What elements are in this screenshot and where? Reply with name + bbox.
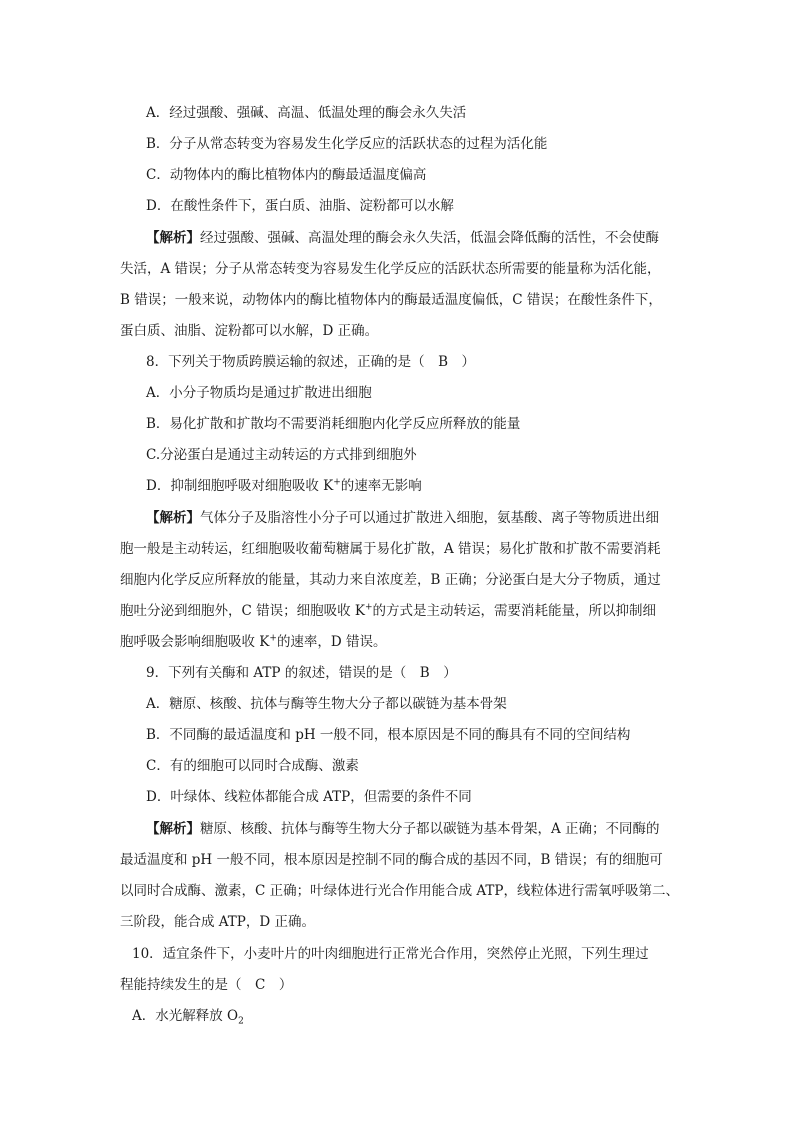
q8-analysis-line-3: 细胞内化学反应所释放的能量，其动力来自浓度差，B 正确；分泌蛋白是大分子物质，通过 <box>120 572 661 588</box>
q10-stem-line-2: 程能持续发生的是（ C ） <box>120 977 293 993</box>
q8-analysis-line-2: 胞一般是主动转运，红细胞吸收葡萄糖属于易化扩散，A 错误；易化扩散和扩散不需要消耗 <box>120 541 661 557</box>
q7-option-a: A．经过强酸、强碱、高温、低温处理的酶会永久失活 <box>146 105 467 121</box>
q9-analysis-line-1: 【解析】糖原、核酸、抗体与酶等生物大分子都以碳链为基本骨架，A 正确；不同酶的 <box>146 821 660 837</box>
q8-analysis-line-1: 【解析】气体分子及脂溶性小分子可以通过扩散进入细胞，氨基酸、离子等物质进出细 <box>146 510 659 526</box>
q9-option-a: A．糖原、核酸、抗体与酶等生物大分子都以碳链为基本骨架 <box>146 696 507 712</box>
analysis-label: 【解析】 <box>146 821 200 837</box>
q7-option-d: D．在酸性条件下，蛋白质、油脂、淀粉都可以水解 <box>146 198 454 214</box>
q8-option-b: B．易化扩散和扩散均不需要消耗细胞内化学反应所释放的能量 <box>146 416 521 432</box>
q9-analysis-line-2: 最适温度和 pH 一般不同，根本原因是控制不同的酶合成的基因不同，B 错误；有的细胞可 <box>120 852 663 868</box>
analysis-label: 【解析】 <box>146 230 200 246</box>
q10-stem-line-1: 10．适宜条件下，小麦叶片的叶肉细胞进行正常光合作用，突然停止光照，下列生理过 <box>132 946 649 962</box>
q7-analysis-line-4: 蛋白质、油脂、淀粉都可以水解，D 正确。 <box>120 323 379 339</box>
q7-analysis-line-3: B 错误；一般来说，动物体内的酶比植物体内的酶最适温度偏低，C 错误；在酸性条件下， <box>120 292 662 308</box>
q8-option-a: A．小分子物质均是通过扩散进出细胞 <box>146 385 372 401</box>
q9-option-d: D．叶绿体、线粒体都能合成 ATP，但需要的条件不同 <box>146 789 472 805</box>
q8-stem: 8．下列关于物质跨膜运输的叙述，正确的是（ B ） <box>146 354 476 370</box>
q7-option-c: C．动物体内的酶比植物体内的酶最适温度偏高 <box>146 167 427 183</box>
q7-analysis-line-2: 失活，A 错误；分子从常态转变为容易发生化学反应的活跃状态所需要的能量称为活化能， <box>120 261 661 277</box>
q9-analysis-line-4: 三阶段，能合成 ATP，D 正确。 <box>120 914 316 930</box>
q9-option-b: B．不同酶的最适温度和 pH 一般不同，根本原因是不同的酶具有不同的空间结构 <box>146 727 631 743</box>
q8-analysis-line-4: 胞吐分泌到细胞外，C 错误；细胞吸收 K+的方式是主动转运，需要消耗能量，所以抑制细 <box>120 602 657 619</box>
q8-analysis-line-5: 胞呼吸会影响细胞吸收 K+的速率，D 错误。 <box>120 633 387 650</box>
q10-option-a: A．水光解释放 $O_2$ <box>132 1008 244 1027</box>
q9-stem: 9．下列有关酶和 ATP 的叙述，错误的是（ B ） <box>146 665 457 681</box>
analysis-label: 【解析】 <box>146 510 200 526</box>
q7-analysis-line-1: 【解析】经过强酸、强碱、高温处理的酶会永久失活，低温会降低酶的活性，不会使酶 <box>146 230 659 246</box>
q8-option-d: D．抑制细胞呼吸对细胞吸收 K+的速率无影响 <box>146 477 422 494</box>
q9-option-c: C．有的细胞可以同时合成酶、激素 <box>146 758 359 774</box>
q7-option-b: B．分子从常态转变为容易发生化学反应的活跃状态的过程为活化能 <box>146 136 548 152</box>
q9-analysis-line-3: 以同时合成酶、激素，C 正确；叶绿体进行光合作用能合成 ATP，线粒体进行需氧呼吸第二、 <box>120 883 680 899</box>
q8-option-c: C.分泌蛋白是通过主动转运的方式排到细胞外 <box>146 447 417 463</box>
